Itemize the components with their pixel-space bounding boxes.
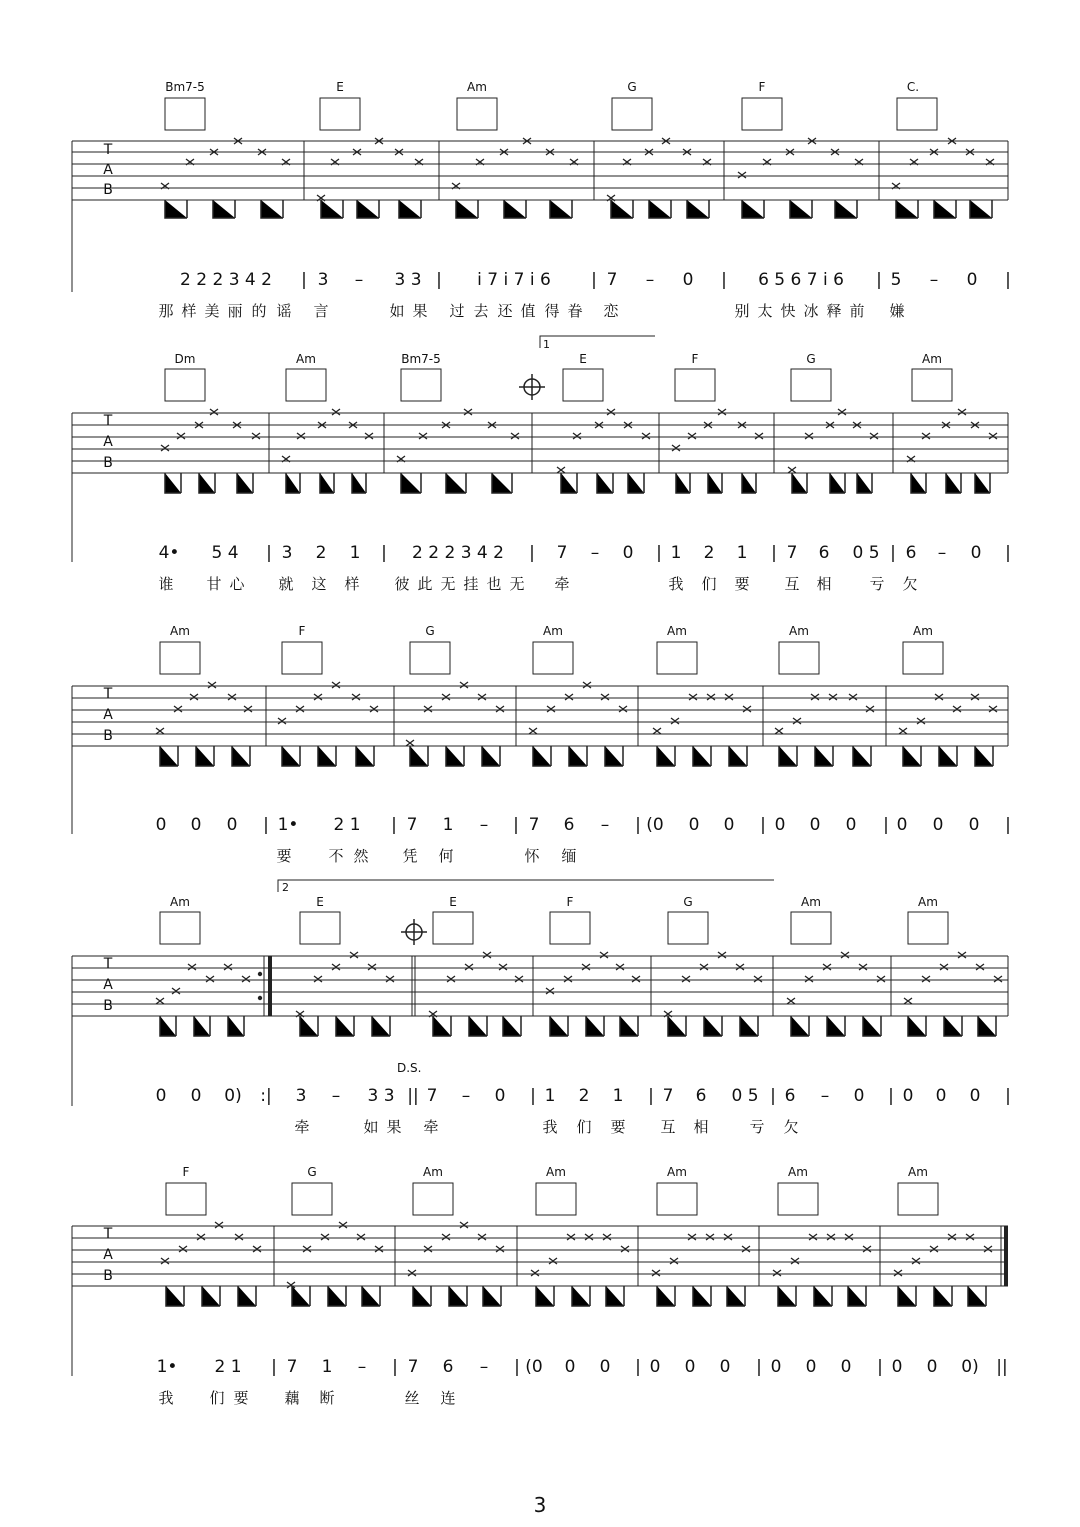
tab-letter-t: T <box>103 142 113 158</box>
note: 0 <box>891 1357 903 1377</box>
tab-letter-t: T <box>103 413 113 429</box>
lyric: 太 <box>757 302 773 320</box>
note: – <box>645 270 655 290</box>
lyric: 谁 <box>158 575 174 593</box>
lyric: 们 <box>576 1118 592 1136</box>
barline: | <box>656 543 662 563</box>
chord-name: F <box>566 895 574 909</box>
note: 3 <box>281 543 293 563</box>
note: – <box>929 270 939 290</box>
lyric: 得 <box>544 302 560 320</box>
note: 7 <box>786 543 798 563</box>
barline: | <box>436 270 442 290</box>
tab-letter-b: B <box>103 455 113 471</box>
barline: | <box>513 815 519 835</box>
lyric: 眷 <box>567 302 583 320</box>
note: 0 <box>969 1086 981 1106</box>
note: (0 <box>646 815 664 835</box>
note: 1 <box>442 815 454 835</box>
lyric: 甘 <box>206 575 222 593</box>
lyric: 亏 <box>749 1118 765 1136</box>
note: 0 <box>155 1086 167 1106</box>
note: 2 <box>703 543 715 563</box>
barline: | <box>529 543 535 563</box>
lyric: 互 <box>784 575 800 593</box>
barline: | <box>756 1357 762 1377</box>
tab-letter-b: B <box>103 998 113 1014</box>
note: 2 2 2 3 4 2 <box>412 543 504 563</box>
lyric: 缅 <box>561 847 577 865</box>
barline: | <box>1005 543 1011 563</box>
lyric: 冰 <box>803 302 819 320</box>
barline: | <box>635 1357 641 1377</box>
chord-name: Am <box>801 895 821 909</box>
note: – <box>820 1086 830 1106</box>
final-barline-icon <box>1004 1226 1008 1286</box>
lyric: 亏 <box>869 575 885 593</box>
note: 6 <box>818 543 830 563</box>
note: 2 <box>315 543 327 563</box>
note: 1• <box>277 815 299 835</box>
lyric: 们 <box>701 575 717 593</box>
chord-name: Am <box>922 352 942 366</box>
chord-name: Am <box>170 895 190 909</box>
lyric: 凭 <box>402 847 418 865</box>
note: 0 <box>845 815 857 835</box>
tab-letter-a: A <box>103 162 113 178</box>
lyric: 无 <box>440 575 456 593</box>
volta-1-label: 1 <box>543 338 550 351</box>
lyric: 然 <box>353 847 369 865</box>
note: 1 <box>321 1357 333 1377</box>
barline: | <box>271 1357 277 1377</box>
lyric: 的 <box>251 302 267 320</box>
lyric: 挂 <box>463 575 479 593</box>
note: – <box>937 543 947 563</box>
note: – <box>331 1086 341 1106</box>
note: 1• <box>156 1357 178 1377</box>
barline: | <box>381 543 387 563</box>
note: 2 <box>578 1086 590 1106</box>
chord-name: F <box>182 1165 190 1179</box>
chord-name: Am <box>913 624 933 638</box>
lyric: 这 <box>311 575 327 593</box>
note: 0 <box>564 1357 576 1377</box>
note: 0 5 <box>852 543 880 563</box>
tab-letter-a: A <box>103 707 113 723</box>
final-barline: || <box>996 1357 1008 1377</box>
note: 2 2 2 3 4 2 <box>180 270 272 290</box>
lyric: 彼 <box>394 575 410 593</box>
barline: | <box>877 1357 883 1377</box>
lyric: 前 <box>849 302 865 320</box>
lyric: 连 <box>440 1389 456 1407</box>
lyric: 丽 <box>227 302 243 320</box>
chord-name: Dm <box>174 352 196 366</box>
note: 2 1 <box>214 1357 242 1377</box>
note: 0 <box>684 1357 696 1377</box>
note: 0 <box>688 815 700 835</box>
barline: | <box>591 270 597 290</box>
chord-name: Am <box>467 80 487 94</box>
lyric: 就 <box>278 575 294 593</box>
lyric: 嫌 <box>889 302 905 320</box>
chord-diagrams <box>166 1183 938 1215</box>
note: 6 <box>695 1086 707 1106</box>
note: 0 <box>932 815 944 835</box>
lyric: 样 <box>344 575 360 593</box>
note: – <box>600 815 610 835</box>
lyric: 恋 <box>603 302 619 320</box>
note: 0 <box>774 815 786 835</box>
note: 6 <box>442 1357 454 1377</box>
note: 0 <box>966 270 978 290</box>
lyric: 我 <box>668 575 684 593</box>
lyric: 释 <box>826 302 842 320</box>
chord-name: F <box>691 352 699 366</box>
note: 1 <box>736 543 748 563</box>
tab-letter-a: A <box>103 434 113 450</box>
note: 0 <box>935 1086 947 1106</box>
note: 0 <box>723 815 735 835</box>
tab-letter-b: B <box>103 728 113 744</box>
tab-letter-b: B <box>103 1268 113 1284</box>
chord-name: Am <box>170 624 190 638</box>
note: 7 <box>286 1357 298 1377</box>
note: 7 <box>406 815 418 835</box>
note: 4• <box>158 543 180 563</box>
chord-name: E <box>336 80 344 94</box>
note: 6 <box>563 815 575 835</box>
barline: | <box>530 1086 536 1106</box>
tab-letter-t: T <box>103 686 113 702</box>
chord-name: Am <box>788 1165 808 1179</box>
chord-name: E <box>579 352 587 366</box>
barline: | <box>890 543 896 563</box>
lyric: 样 <box>181 302 197 320</box>
fret-marks <box>161 1222 992 1288</box>
barline: | <box>635 815 641 835</box>
lyric: 那 <box>158 302 174 320</box>
repeat-barline: :| <box>260 1086 272 1106</box>
note: 0 <box>190 1086 202 1106</box>
lyric: 断 <box>319 1389 335 1407</box>
note: 0 <box>840 1357 852 1377</box>
lyric: 不 <box>328 847 344 865</box>
note: 0) <box>224 1086 242 1106</box>
barline: | <box>760 815 766 835</box>
note: i 7 i 7 i 6 <box>477 270 551 290</box>
lyric: 言 <box>313 302 329 320</box>
lyric: 别 <box>734 302 750 320</box>
chord-name: Am <box>789 624 809 638</box>
lyric: 要 <box>610 1118 626 1136</box>
note: 5 <box>890 270 902 290</box>
lyric: 藕 <box>284 1389 300 1407</box>
chord-name: Am <box>296 352 316 366</box>
chord-name: Am <box>918 895 938 909</box>
note: 7 <box>556 543 568 563</box>
lyric: 心 <box>229 575 245 593</box>
chord-name: F <box>758 80 766 94</box>
barline: | <box>888 1086 894 1106</box>
tab-letter-b: B <box>103 182 113 198</box>
note: 1 <box>349 543 361 563</box>
chord-name: Am <box>423 1165 443 1179</box>
note: 6 <box>905 543 917 563</box>
lyric: 丝 <box>404 1389 420 1407</box>
note: 7 <box>528 815 540 835</box>
lyric: 过 <box>449 302 465 320</box>
note: 0 <box>902 1086 914 1106</box>
note: 1 <box>670 543 682 563</box>
note: 3 <box>317 270 329 290</box>
ds-marker: D.S. <box>397 1061 422 1075</box>
tab-letter-a: A <box>103 977 113 993</box>
barline: | <box>1005 815 1011 835</box>
note: 7 <box>662 1086 674 1106</box>
barline: | <box>392 1357 398 1377</box>
note: 0 <box>970 543 982 563</box>
note: 1 <box>612 1086 624 1106</box>
lyric: 值 <box>520 302 536 320</box>
barline: | <box>883 815 889 835</box>
note: 0 <box>719 1357 731 1377</box>
note: 5 4 <box>211 543 239 563</box>
note: – <box>479 815 489 835</box>
chord-name: C. <box>906 80 920 94</box>
lyric: 无 <box>509 575 525 593</box>
chord-name: G <box>683 895 693 909</box>
note: 3 <box>295 1086 307 1106</box>
note: 6 5 6 7 i 6 <box>758 270 844 290</box>
note: 7 <box>407 1357 419 1377</box>
note: 0 <box>896 815 908 835</box>
lyric: 相 <box>816 575 832 593</box>
lyric: 要 <box>276 847 292 865</box>
tab-letter-a: A <box>103 1247 113 1263</box>
note: 0 5 <box>731 1086 759 1106</box>
lyric: 何 <box>438 847 454 865</box>
barline: | <box>301 270 307 290</box>
lyric: 欠 <box>783 1118 799 1136</box>
note: 0 <box>853 1086 865 1106</box>
note: 0 <box>770 1357 782 1377</box>
note: 0 <box>190 815 202 835</box>
lyric: 还 <box>497 302 513 320</box>
note: (0 <box>525 1357 543 1377</box>
note: 0) <box>961 1357 979 1377</box>
barline: | <box>771 543 777 563</box>
chord-name: E <box>449 895 457 909</box>
tab-letter-t: T <box>103 956 113 972</box>
note: 6 <box>784 1086 796 1106</box>
lyric: 如 <box>389 302 405 320</box>
double-barline: || <box>407 1086 419 1106</box>
barline: | <box>648 1086 654 1106</box>
barline: | <box>1005 1086 1011 1106</box>
chord-name: Am <box>543 624 563 638</box>
lyric: 如 <box>363 1118 379 1136</box>
note: 0 <box>155 815 167 835</box>
lyric: 快 <box>780 302 796 320</box>
note: – <box>357 1357 367 1377</box>
barline: | <box>876 270 882 290</box>
chord-name: G <box>627 80 637 94</box>
barline: | <box>263 815 269 835</box>
lyric: 们 <box>209 1389 225 1407</box>
note: 0 <box>805 1357 817 1377</box>
lyric: 我 <box>542 1118 558 1136</box>
note: – <box>479 1357 489 1377</box>
barline: | <box>1005 270 1011 290</box>
lyric: 互 <box>660 1118 676 1136</box>
note: 0 <box>682 270 694 290</box>
note: 0 <box>649 1357 661 1377</box>
note: 0 <box>926 1357 938 1377</box>
note: 1 <box>544 1086 556 1106</box>
note: 3 3 <box>367 1086 395 1106</box>
note: – <box>354 270 364 290</box>
barline: | <box>514 1357 520 1377</box>
note: 2 1 <box>333 815 361 835</box>
note: – <box>590 543 600 563</box>
tab-letter-t: T <box>103 1226 113 1242</box>
note: 0 <box>968 815 980 835</box>
lyric: 要 <box>734 575 750 593</box>
chord-name: G <box>425 624 435 638</box>
note: 7 <box>606 270 618 290</box>
barline: | <box>770 1086 776 1106</box>
volta-2-label: 2 <box>282 881 289 894</box>
lyric: 美 <box>204 302 220 320</box>
lyric: 去 <box>473 302 489 320</box>
note: 7 <box>426 1086 438 1106</box>
lyric: 牵 <box>423 1118 439 1136</box>
lyric: 要 <box>233 1389 249 1407</box>
lyric: 怀 <box>524 847 540 865</box>
lyric: 牵 <box>554 575 570 593</box>
lyric: 牵 <box>294 1118 310 1136</box>
lyric: 果 <box>386 1118 402 1136</box>
chord-name: G <box>307 1165 317 1179</box>
lyric: 相 <box>693 1118 709 1136</box>
note: 0 <box>622 543 634 563</box>
barline: | <box>391 815 397 835</box>
chord-name: E <box>316 895 324 909</box>
note: – <box>461 1086 471 1106</box>
lyric: 也 <box>486 575 502 593</box>
note: 0 <box>226 815 238 835</box>
note: 3 3 <box>394 270 422 290</box>
chord-name: Am <box>667 624 687 638</box>
lyric: 果 <box>412 302 428 320</box>
chord-name: G <box>806 352 816 366</box>
chord-name: Am <box>667 1165 687 1179</box>
chord-name: F <box>298 624 306 638</box>
chord-name: Bm7-5 <box>165 80 205 94</box>
barline: | <box>721 270 727 290</box>
chord-name: Bm7-5 <box>401 352 441 366</box>
lyric: 我 <box>158 1389 174 1407</box>
rhythm-beams <box>166 1286 986 1306</box>
barline: | <box>266 543 272 563</box>
lyric: 谣 <box>276 302 292 320</box>
page-number: 3 <box>533 1493 547 1517</box>
note: 0 <box>494 1086 506 1106</box>
lyric: 欠 <box>902 575 918 593</box>
chord-name: Am <box>908 1165 928 1179</box>
note: 0 <box>599 1357 611 1377</box>
note: 0 <box>809 815 821 835</box>
chord-name: Am <box>546 1165 566 1179</box>
lyric: 此 <box>417 575 433 593</box>
